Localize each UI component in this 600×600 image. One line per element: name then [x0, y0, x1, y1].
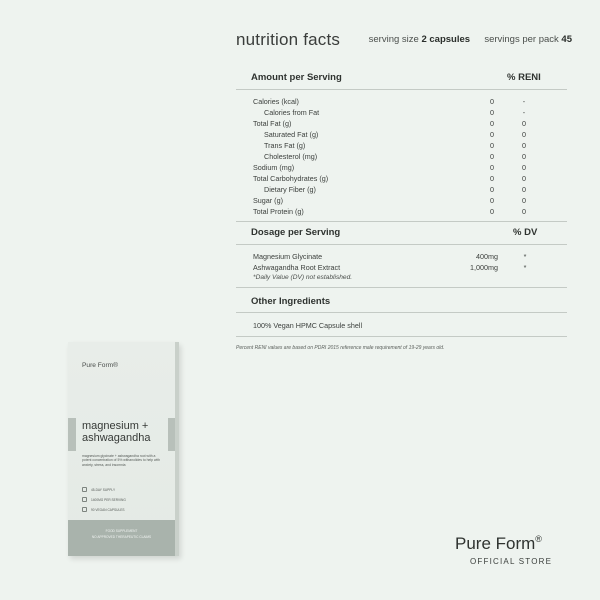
servings-per-pack-value: 45	[561, 34, 572, 45]
package-brand: Pure Form®	[82, 362, 119, 369]
nutrient-value: 0	[490, 97, 494, 106]
nutrient-value: 0	[490, 163, 494, 172]
product-name-line: ashwagandha	[82, 432, 151, 444]
nutrient-value: 0	[490, 185, 494, 194]
dosage-row	[253, 252, 543, 263]
nutrient-row	[253, 207, 533, 218]
nutrient-value: 0	[490, 196, 494, 205]
dosage-dv: *	[523, 252, 527, 261]
divider	[236, 336, 567, 337]
nutrient-value: 0	[490, 152, 494, 161]
product-box-side	[175, 342, 179, 556]
dosage-dv: *	[523, 263, 527, 272]
nutrient-row	[253, 130, 533, 141]
reni-heading: % RENI	[507, 72, 541, 83]
nutrient-reni: 0	[522, 207, 526, 216]
registered-mark: ®	[535, 534, 542, 544]
nutrient-row	[253, 97, 533, 108]
nutrient-reni: 0	[522, 174, 526, 183]
nutrient-label: Total Protein (g)	[253, 207, 304, 216]
store-logo	[455, 534, 542, 554]
dosage-heading: Dosage per Serving	[251, 227, 341, 238]
calendar-icon	[82, 487, 87, 492]
dosage-amount: 1,000mg	[470, 263, 498, 272]
reni-footnote: Percent RENI values are based on PDRI 2015 reference male requirement of 19-29 years old.	[236, 345, 445, 351]
divider	[236, 89, 567, 90]
package-bottom-line: NO APPROVED THERAPEUTIC CLAIMS	[91, 535, 152, 539]
nutrient-reni: 0	[522, 152, 526, 161]
serving-size-value: 2 capsules	[421, 34, 471, 45]
nutrient-reni: 0	[522, 141, 526, 150]
feature-label: 90 VEGAN CAPSULES	[91, 508, 125, 512]
nutrient-label: Saturated Fat (g)	[264, 130, 319, 139]
nutrient-label: Total Carbohydrates (g)	[253, 174, 329, 183]
package-feature	[82, 487, 162, 493]
nutrient-label: Dietary Fiber (g)	[264, 185, 316, 194]
nutrient-reni: 0	[522, 196, 526, 205]
nutrient-row	[253, 174, 533, 185]
package-bottom-line: FOOD SUPPLEMENT	[105, 529, 138, 533]
package-product-name	[82, 420, 172, 444]
dv-note: *Daily Value (DV) not established.	[253, 274, 353, 281]
nutrient-row	[253, 141, 533, 152]
servings-per-pack-label: servings per pack	[484, 34, 559, 45]
nutrient-value: 0	[490, 108, 494, 117]
serving-size-label: serving size	[368, 34, 419, 45]
band-accent	[68, 418, 76, 451]
divider	[236, 312, 567, 313]
nutrient-reni: 0	[522, 119, 526, 128]
other-ingredients-heading: Other Ingredients	[251, 296, 331, 307]
divider	[236, 221, 567, 222]
nutrient-row	[253, 196, 533, 207]
package-description: magnesium glycinate + ashwagandha root with a potent concentration of 5% withanolides to help with anxiety, stress, and insomnia	[82, 454, 161, 467]
feature-label: 1400MG PER SERVING	[91, 498, 126, 502]
nutrient-value: 0	[490, 207, 494, 216]
other-ingredients-text: 100% Vegan HPMC Capsule shell	[253, 321, 363, 330]
store-subtitle: OFFICIAL STORE	[470, 557, 553, 566]
nutrient-label: Calories (kcal)	[253, 97, 299, 106]
nutrient-value: 0	[490, 174, 494, 183]
nutrient-value: 0	[490, 119, 494, 128]
serving-info	[369, 34, 572, 45]
nutrient-reni: 0	[522, 163, 526, 172]
nutrition-header	[236, 30, 572, 52]
nutrient-row	[253, 108, 533, 119]
nutrient-value: 0	[490, 141, 494, 150]
package-feature	[82, 497, 162, 503]
dosage-amount: 400mg	[476, 252, 498, 261]
dosage-icon	[82, 497, 87, 502]
divider	[236, 287, 567, 288]
nutrient-label: Total Fat (g)	[253, 119, 292, 128]
nutrient-reni: -	[522, 97, 526, 106]
package-feature	[82, 507, 162, 513]
nutrient-reni: 0	[522, 185, 526, 194]
nutrient-row	[253, 119, 533, 130]
nutrient-label: Calories from Fat	[264, 108, 320, 117]
nutrient-row	[253, 152, 533, 163]
product-name-line: magnesium +	[82, 420, 149, 432]
nutrient-row	[253, 185, 533, 196]
dosage-row	[253, 263, 543, 274]
dv-heading: % DV	[513, 227, 538, 238]
dosage-label: Ashwagandha Root Extract	[253, 263, 341, 272]
divider	[236, 244, 567, 245]
capsule-icon	[82, 507, 87, 512]
nutrient-label: Sodium (mg)	[253, 163, 295, 172]
amount-heading: Amount per Serving	[251, 72, 342, 83]
nutrient-reni: -	[522, 108, 526, 117]
store-brand-name: Pure Form	[455, 534, 536, 553]
nutrient-row	[253, 163, 533, 174]
nutrient-label: Sugar (g)	[253, 196, 283, 205]
feature-label: 45-DAY SUPPLY	[91, 488, 116, 492]
page-title: nutrition facts	[236, 30, 341, 49]
dosage-label: Magnesium Glycinate	[253, 252, 323, 261]
nutrient-label: Cholesterol (mg)	[264, 152, 318, 161]
nutrient-value: 0	[490, 130, 494, 139]
nutrient-label: Trans Fat (g)	[264, 141, 306, 150]
nutrient-reni: 0	[522, 130, 526, 139]
